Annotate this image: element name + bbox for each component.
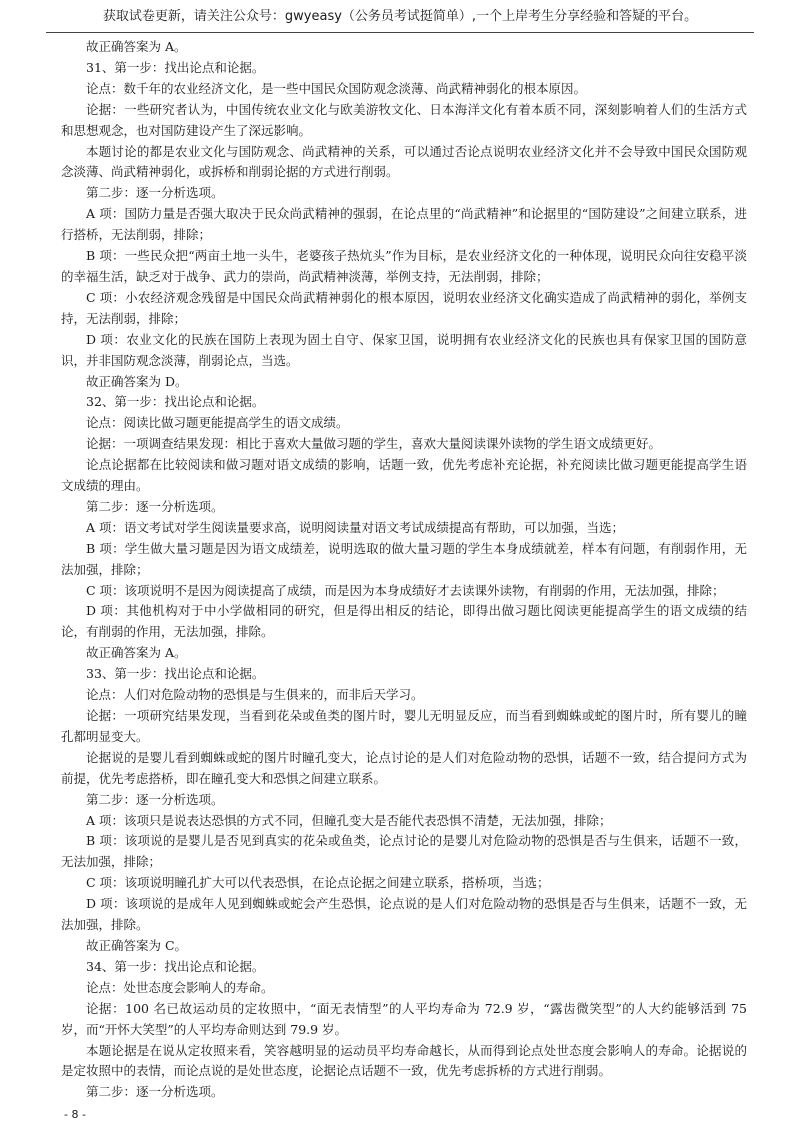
paragraph: 故正确答案为 A。 — [86, 39, 187, 54]
paragraph: C 项：该项说明不是因为阅读提高了成绩，而是因为本身成绩好才去读课外读物，有削弱的作用，无法加强，排除； — [86, 582, 725, 598]
paragraph: 34、第一步：找出论点和论据。 — [86, 958, 265, 974]
paragraph: 32、第一步：找出论点和论据。 — [86, 394, 265, 410]
paragraph: A 项：该项只是说表达恐惧的方式不同，但瞳孔变大是否能代表恐惧不清楚，无法加强，排除； — [86, 812, 612, 828]
paragraph: 33、第一步：找出论点和论据。 — [86, 666, 265, 682]
paragraph: C 项：小农经济观念残留是中国民众尚武精神弱化的根本原因，说明农业经济文化确实造成了尚武精神的弱化，举例支持，无法削弱，排除； — [61, 289, 747, 326]
paragraph: 论据：一项调查结果发现：相比于喜欢大量做习题的学生，喜欢大量阅读课外读物的学生语文成绩更好。 — [86, 436, 662, 452]
header-divider — [46, 32, 754, 33]
paragraph: 故正确答案为 C。 — [86, 937, 188, 953]
paragraph: 故正确答案为 D。 — [86, 373, 188, 389]
paragraph: 第二步：逐一分析选项。 — [86, 791, 224, 807]
paragraph: D 项：其他机构对于中小学做相同的研究，但是得出相反的结论，即得出做习题比阅读更能提高学生的语文成绩的结论，有削弱的作用，无法加强，排除。 — [61, 603, 747, 640]
paragraph: D 项：该项说的是成年人见到蜘蛛或蛇会产生恐惧，论点说的是人们对危险动物的恐惧是否与生俱来，话题不一致，无法加强，排除。 — [61, 896, 747, 933]
paragraph: A 项：语文考试对学生阅读量要求高，说明阅读量对语文考试成绩提高有帮助，可以加强，当选； — [86, 519, 625, 535]
paragraph: C 项：该项说明瞳孔扩大可以代表恐惧，在论点论据之间建立联系，搭桥项，当选； — [86, 875, 550, 891]
paragraph: 论点论据都在比较阅读和做习题对语文成绩的影响，话题一致，优先考虑补充论据，补充阅读比做习题更能提高学生语文成绩的理由。 — [61, 457, 747, 494]
paragraph: 论点：人们对危险动物的恐惧是与生俱来的，而非后天学习。 — [86, 687, 424, 703]
paragraph: A 项：国防力量是否强大取决于民众尚武精神的强弱，在论点里的“尚武精神”和论据里的“国防建设”之间建立联系，进行搭桥，无法削弱，排除； — [61, 206, 747, 243]
paragraph: 第二步：逐一分析选项。 — [86, 498, 224, 514]
paragraph: 论点：数千年的农业经济文化，是一些中国民众国防观念淡薄、尚武精神弱化的根本原因。 — [86, 80, 587, 96]
paragraph: 本题讨论的都是农业文化与国防观念、尚武精神的关系，可以通过否论点说明农业经济文化并不会导致中国民众国防观念淡薄、尚武精神弱化，或拆桥和削弱论据的方式进行削弱。 — [61, 143, 747, 180]
page-header: 获取试卷更新，请关注公众号：gwyeasy（公务员考试挺简单）,一个上岸考生分享经验和答疑的平台。 — [102, 9, 698, 24]
paragraph: 论据：一些研究者认为，中国传统农业文化与欧美游牧文化、日本海洋文化有着本质不同，深刻影响着人们的生活方式和思想观念，也对国防建设产生了深远影响。 — [61, 101, 747, 138]
paragraph: D 项：农业文化的民族在国防上表现为固土自守、保家卫国，说明拥有农业经济文化的民族也具有保家卫国的国防意识，并非国防观念淡薄，削弱论点，当选。 — [61, 331, 747, 368]
page-number: - 8 - — [64, 1108, 86, 1121]
paragraph: 论据：100 名已故运动员的定妆照中，“面无表情型”的人平均寿命为 72.9 岁，“露齿微笑型”的人大约能够活到 75 岁，而“开怀大笑型”的人平均寿命则达到 79.9 岁。 — [61, 1000, 747, 1037]
paragraph: B 项：该项说的是婴儿是否见到真实的花朵或鱼类，论点讨论的是婴儿对危险动物的恐惧是否与生俱来，话题不一致，无法加强，排除； — [61, 833, 747, 870]
paragraph: B 项：学生做大量习题是因为语文成绩差，说明选取的做大量习题的学生本身成绩就差，样本有问题，有削弱作用，无法加强，排除； — [61, 540, 747, 577]
paragraph: 论点：处世态度会影响人的寿命。 — [86, 979, 274, 995]
paragraph: 论点：阅读比做习题更能提高学生的语文成绩。 — [86, 415, 349, 431]
paragraph: 第二步：逐一分析选项。 — [86, 1084, 224, 1100]
paragraph: 论据：一项研究结果发现，当看到花朵或鱼类的图片时，婴儿无明显反应，而当看到蜘蛛或蛇的图片时，所有婴儿的瞳孔都明显变大。 — [61, 708, 747, 744]
paragraph: 31、第一步：找出论点和论据。 — [86, 59, 265, 75]
paragraph: 论据说的是婴儿看到蜘蛛或蛇的图片时瞳孔变大，论点讨论的是人们对危险动物的恐惧，话题不一致，结合提问方式为前提，优先考虑搭桥，即在瞳孔变大和恐惧之间建立联系。 — [61, 749, 747, 786]
document-body — [61, 37, 747, 1103]
paragraph: 第二步：逐一分析选项。 — [86, 185, 224, 201]
paragraph: B 项：一些民众把“两亩土地一头牛，老婆孩子热炕头”作为目标，是农业经济文化的一种体现，说明民众向往安稳平淡的幸福生活，缺乏对于战争、武力的崇尚，尚武精神淡薄，举例支持，无法削弱，排除； — [61, 248, 747, 284]
paragraph: 本题论据是在说从定妆照来看，笑容越明显的运动员平均寿命越长，从而得到论点处世态度会影响人的寿命。论据说的是定妆照中的表情，而论点说的是处世态度，论据论点话题不一致，优先考虑拆桥的方式进行削弱。 — [61, 1042, 747, 1079]
paragraph: 故正确答案为 A。 — [86, 645, 187, 661]
